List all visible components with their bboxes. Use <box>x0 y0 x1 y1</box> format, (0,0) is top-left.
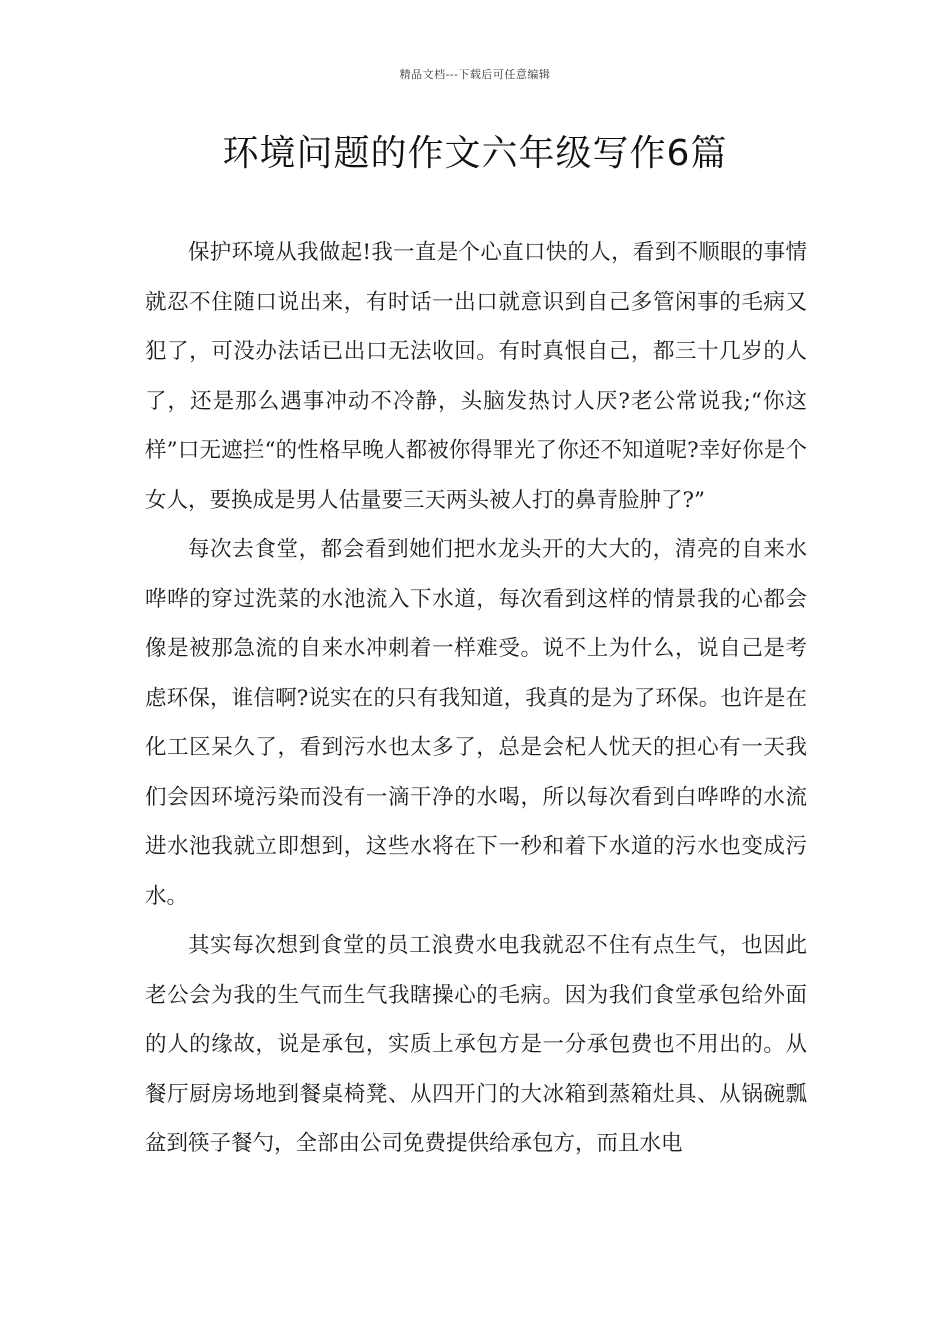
header-note: 精品文档---下载后可任意编辑 <box>399 68 551 81</box>
document-body <box>145 228 807 1169</box>
paragraph-2: 每次去食堂，都会看到她们把水龙头开的大大的，清亮的自来水哗哗的穿过洗菜的水池流入下水道，每次看到这样的情景我的心都会像是被那急流的自来水冲刺着一样难受。说不上为什么，说自己是考虑环保，谁信啊?说实在的只有我知道，我真的是为了环保。也许是在化工区呆久了，看到污水也太多了，总是会杞人忧天的担心有一天我们会因环境污染而没有一滴干净的水喝，所以每次看到白哗哗的水流进水池我就立即想到，这些水将在下一秒和着下水道的污水也变成污水。 <box>145 537 807 909</box>
document-title: 环境问题的作文六年级写作6篇 <box>222 133 728 174</box>
paragraph-1: 保护环境从我做起!我一直是个心直口快的人，看到不顺眼的事情就忍不住随口说出来，有时话一出口就意识到自己多管闲事的毛病又犯了，可没办法话已出口无法收回。有时真恨自己，都三十几岁的人了，还是那么遇事冲动不冷静，头脑发热讨人厌?老公常说我;“你这样”口无遮拦“的性格早晚人都被你得罪光了你还不知道呢?幸好你是个女人，要换成是男人估量要三天两头被人打的鼻青脸肿了?” <box>145 240 807 513</box>
paragraph-3: 其实每次想到食堂的员工浪费水电我就忍不住有点生气，也因此老公会为我的生气而生气我瞎操心的毛病。因为我们食堂承包给外面的人的缘故，说是承包，实质上承包方是一分承包费也不用出的。从餐厅厨房场地到餐桌椅凳、从四开门的大冰箱到蒸箱灶具、从锅碗瓢盆到筷子餐勺，全部由公司免费提供给承包方，而且水电 <box>145 933 807 1156</box>
